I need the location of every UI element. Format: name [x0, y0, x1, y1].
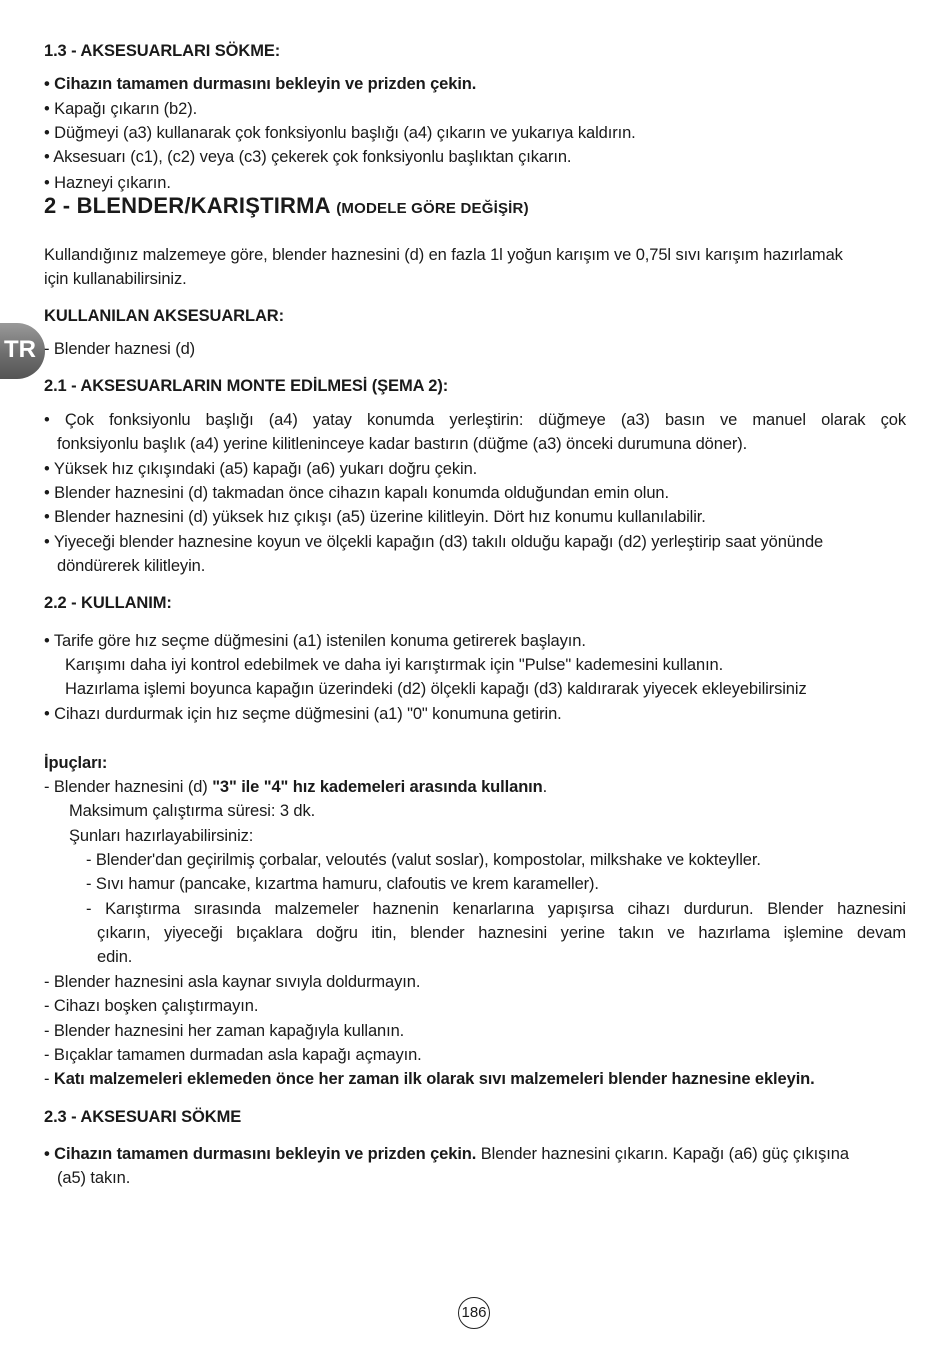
tip-text: - Blender haznesini (d) — [44, 778, 213, 796]
tip-line: - Bıçaklar tamamen durmadan asla kapağı açmayın. — [44, 1046, 422, 1064]
tip-text: - — [44, 1070, 54, 1088]
section-2-1-line: fonksiyonlu başlık (a4) yerine kilitleninceye kadar bastırın (düğme (a3) önceki durumuna döner). — [57, 435, 748, 453]
tip-sub-line: - Blender'dan geçirilmiş çorbalar, veloutés (valut soslar), kompostolar, milkshake ve kokteyller. — [86, 851, 761, 869]
section-2-title — [44, 192, 529, 223]
section-2-1-heading: 2.1 - AKSESUARLARIN MONTE EDİLMESİ (ŞEMA 2): — [44, 377, 449, 395]
accessories-heading: KULLANILAN AKSESUARLAR: — [44, 307, 284, 325]
section-2-1-line: • Yüksek hız çıkışındaki (a5) kapağı (a6) yukarı doğru çekin. — [44, 460, 478, 478]
tip-line: - Blender haznesini asla kaynar sıvıyla doldurmayın. — [44, 973, 421, 991]
tip-text: . — [542, 778, 548, 796]
tip-line: - Cihazı boşken çalıştırmayın. — [44, 997, 259, 1015]
tip-bold-text: "3" ile "4" hız kademeleri arasında kullanın — [212, 778, 543, 796]
section-2-1-line: • Blender haznesini (d) takmadan önce cihazın kapalı konumda olduğundan emin olun. — [44, 484, 669, 502]
section-1-3-bullet: • Hazneyi çıkarın. — [44, 174, 171, 192]
accessories-item: - Blender haznesi (d) — [44, 340, 196, 358]
section-2-title-text: 2 - BLENDER/KARIŞTIRMA — [44, 193, 330, 218]
section-2-3-line — [44, 1143, 849, 1165]
section-1-3-bullet: • Aksesuarı (c1), (c2) veya (c3) çekerek çok fonksiyonlu başlıktan çıkarın. — [44, 148, 572, 166]
tip-sub-line: - Sıvı hamur (pancake, kızartma hamuru, clafoutis ve krem karameller). — [86, 875, 599, 893]
section-2-intro-line: için kullanabilirsiniz. — [44, 270, 187, 288]
tip-line — [44, 1068, 815, 1090]
section-2-3-line: (a5) takın. — [57, 1169, 131, 1187]
section-2-title-suffix: (MODELE GÖRE DEĞİŞİR) — [336, 200, 529, 217]
section-2-3-heading: 2.3 - AKSESUARI SÖKME — [44, 1108, 242, 1126]
section-2-3-text: Blender haznesini çıkarın. Kapağı (a6) güç çıkışına — [476, 1145, 849, 1163]
section-1-3-heading: 1.3 - AKSESUARLARI SÖKME: — [44, 42, 281, 60]
tips-heading: İpuçları: — [44, 754, 108, 772]
tip-sub-line: edin. — [97, 948, 133, 966]
section-2-1-line: • Çok fonksiyonlu başlığı (a4) yatay konumda yerleştirin: düğmeye (a3) basın ve manuel olarak çok — [44, 411, 906, 429]
section-2-2-line: Karışımı daha iyi kontrol edebilmek ve daha iyi karıştırmak için "Pulse" kademesini kullanın. — [65, 656, 724, 674]
section-2-1-line: • Blender haznesini (d) yüksek hız çıkışı (a5) üzerine kilitleyin. Dört hız konumu kullanılabilir. — [44, 508, 706, 526]
tip-line: Maksimum çalıştırma süresi: 3 dk. — [69, 802, 316, 820]
section-1-3-bullet: • Düğmeyi (a3) kullanarak çok fonksiyonlu başlığı (a4) çıkarın ve yukarıya kaldırın. — [44, 124, 636, 142]
tip-sub-line: - Karıştırma sırasında malzemeler haznenin kenarlarına yapışırsa cihazı durdurun. Blender haznesini — [86, 900, 906, 918]
section-1-3-bullet: • Kapağı çıkarın (b2). — [44, 100, 198, 118]
language-tab-label: TR — [4, 336, 36, 363]
section-1-3-bold-bullet: • Cihazın tamamen durmasını bekleyin ve prizden çekin. — [44, 75, 477, 93]
section-2-intro-line: Kullandığınız malzemeye göre, blender haznesini (d) en fazla 1l yoğun karışım ve 0,75l sıvı karışım hazırlamak — [44, 246, 843, 264]
section-2-2-line: Hazırlama işlemi boyunca kapağın üzerindeki (d2) ölçekli kapağı (d3) kaldırarak yiyecek ekleyebilirsiniz — [65, 680, 807, 698]
section-2-3-bold-text: • Cihazın tamamen durmasını bekleyin ve prizden çekin. — [44, 1145, 477, 1163]
section-2-2-heading: 2.2 - KULLANIM: — [44, 594, 172, 612]
section-2-2-line: • Tarife göre hız seçme düğmesini (a1) istenilen konuma getirerek başlayın. — [44, 632, 586, 650]
section-2-2-line: • Cihazı durdurmak için hız seçme düğmesini (a1) "0" konumuna getirin. — [44, 705, 562, 723]
section-2-1-line: döndürerek kilitleyin. — [57, 557, 206, 575]
tip-sub-line: çıkarın, yiyeceği bıçaklara doğru itin, blender haznesini yerine takın ve hazırlama işlemine devam — [97, 924, 906, 942]
tip-line: - Blender haznesini her zaman kapağıyla kullanın. — [44, 1022, 405, 1040]
section-2-1-line: • Yiyeceği blender haznesine koyun ve ölçekli kapağın (d3) takılı olduğu kapağı (d2) yerleştirip saat yönünde — [44, 533, 824, 551]
page-number: 186 — [458, 1297, 490, 1329]
tip-line: Şunları hazırlayabilirsiniz: — [69, 827, 254, 845]
tip-bold-text: Katı malzemeleri eklemeden önce her zaman ilk olarak sıvı malzemeleri blender haznesine ekleyin. — [53, 1070, 815, 1088]
tip-line — [44, 776, 547, 798]
